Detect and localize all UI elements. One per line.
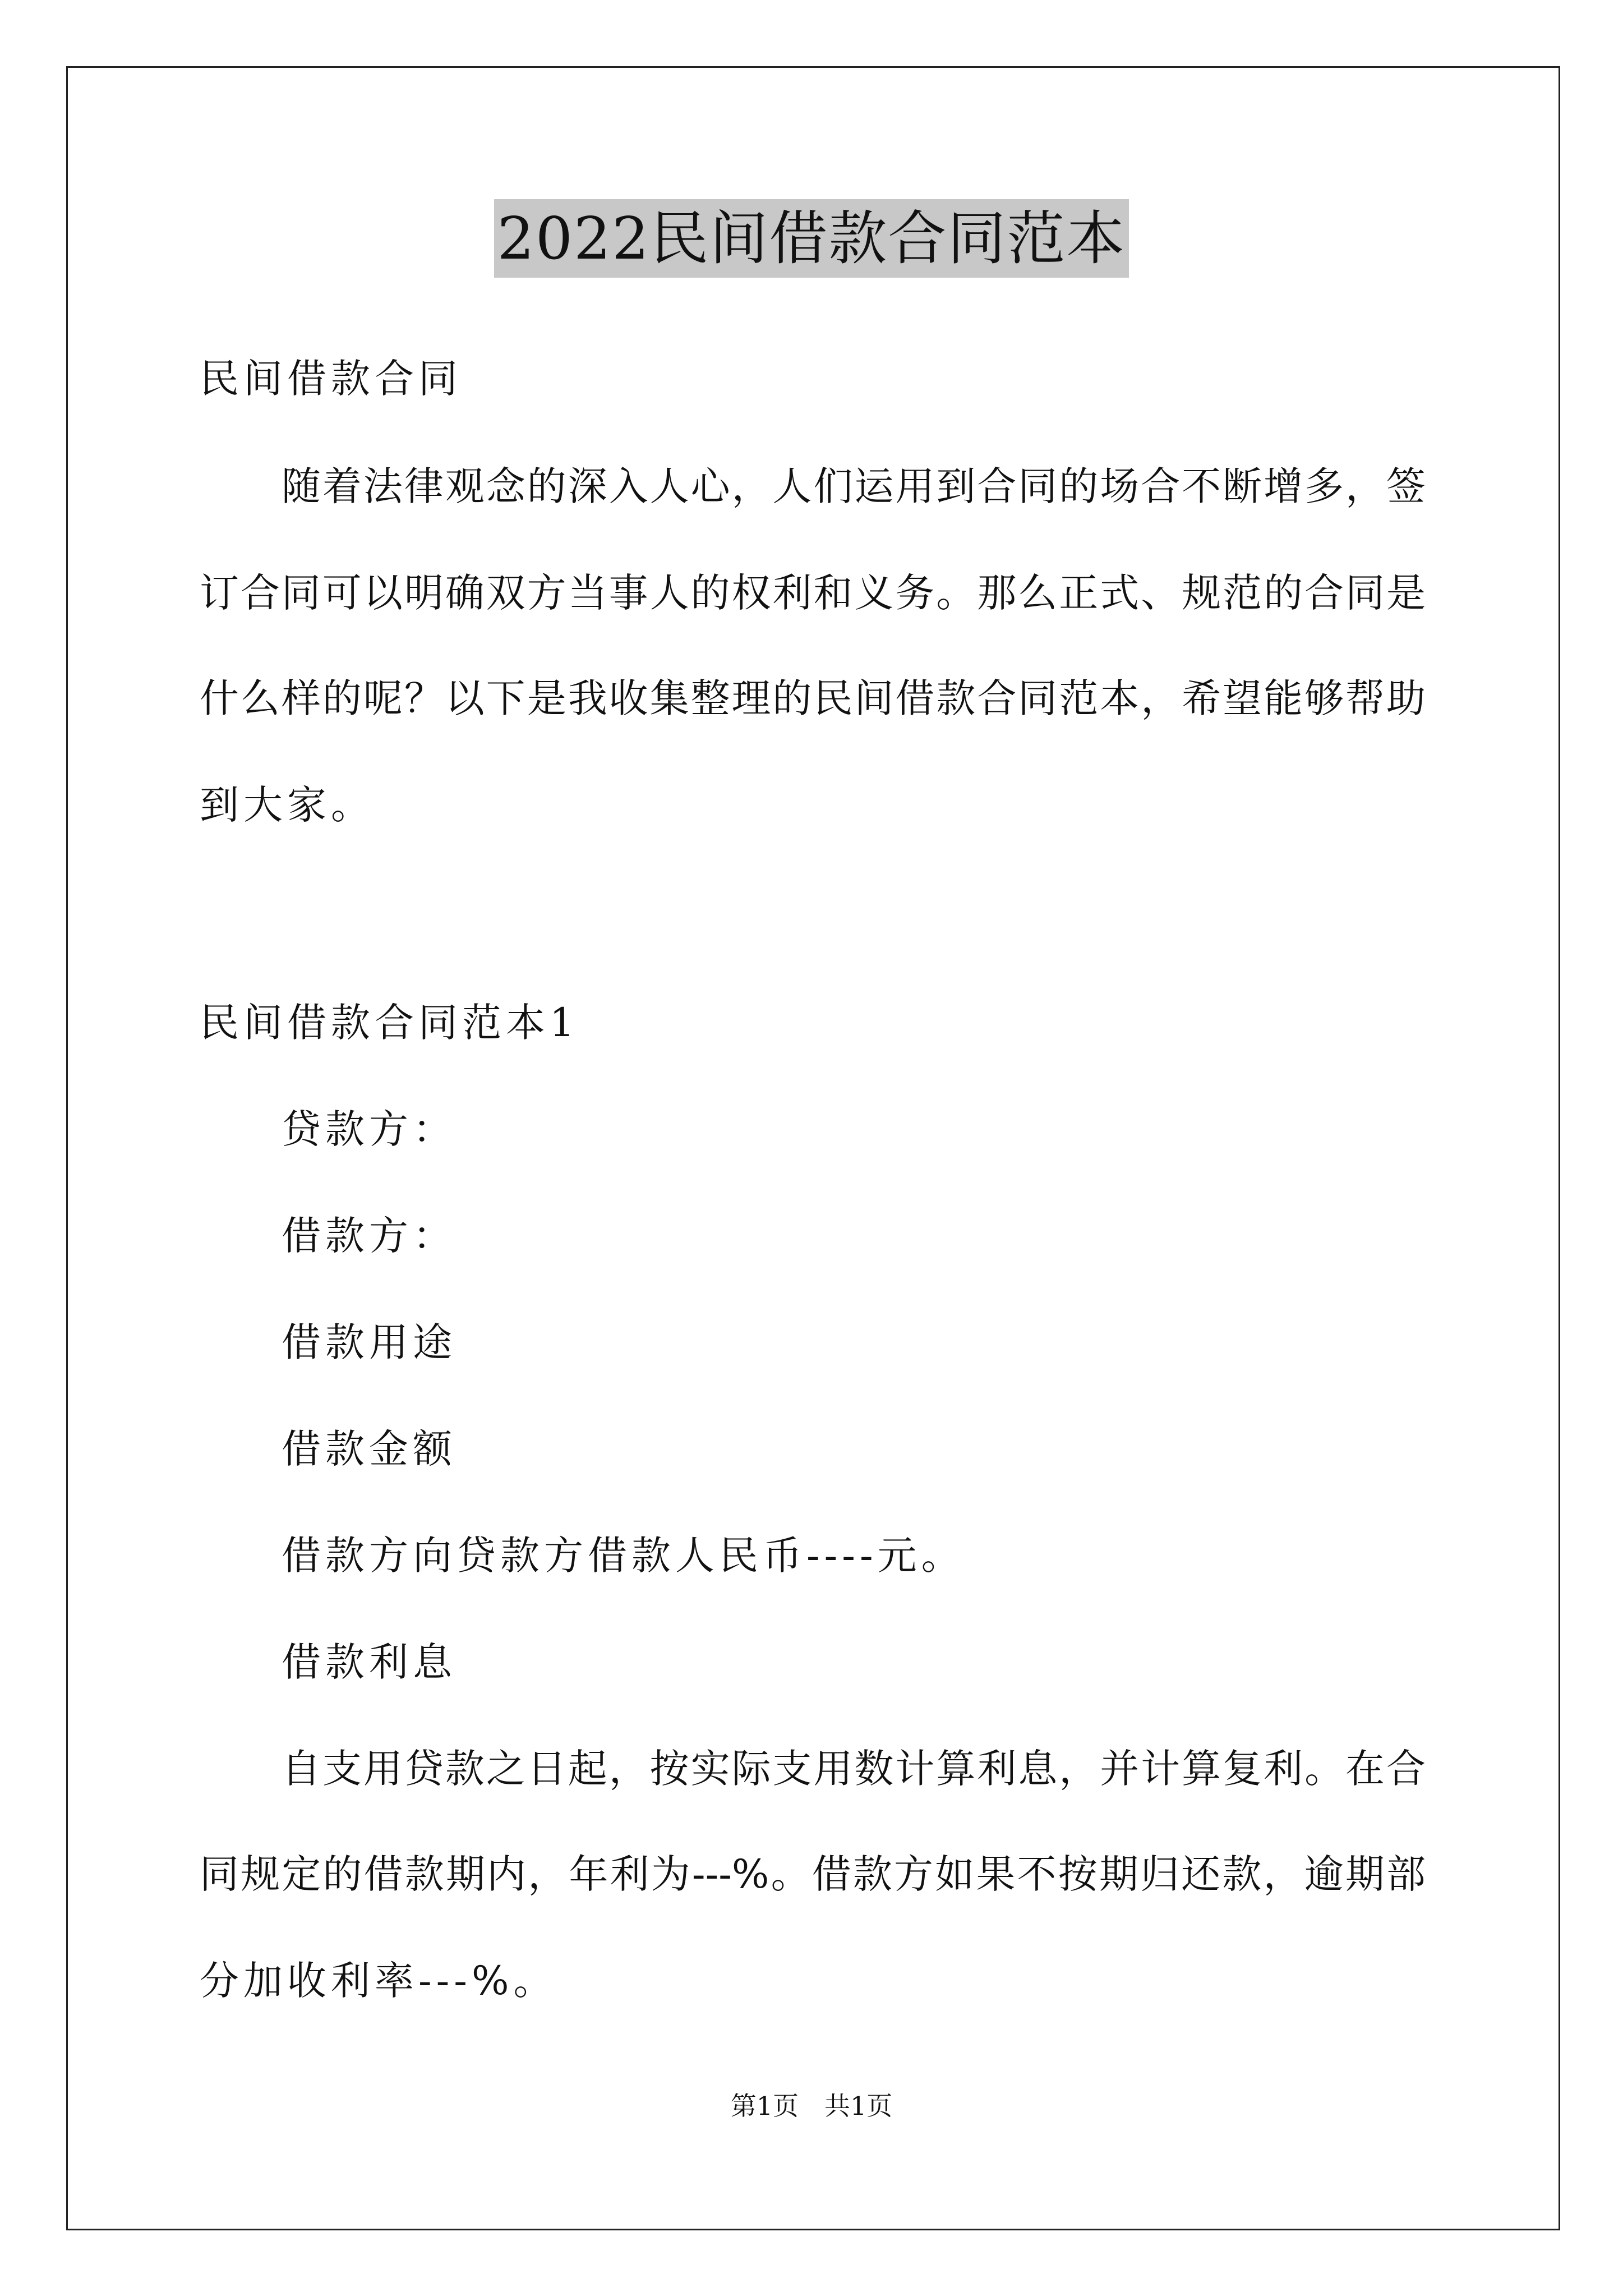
- document-title: 2022民间借款合同范本: [494, 199, 1129, 278]
- page-number: 第1页 共1页: [730, 2091, 893, 2121]
- title-wrap: [0, 199, 1623, 278]
